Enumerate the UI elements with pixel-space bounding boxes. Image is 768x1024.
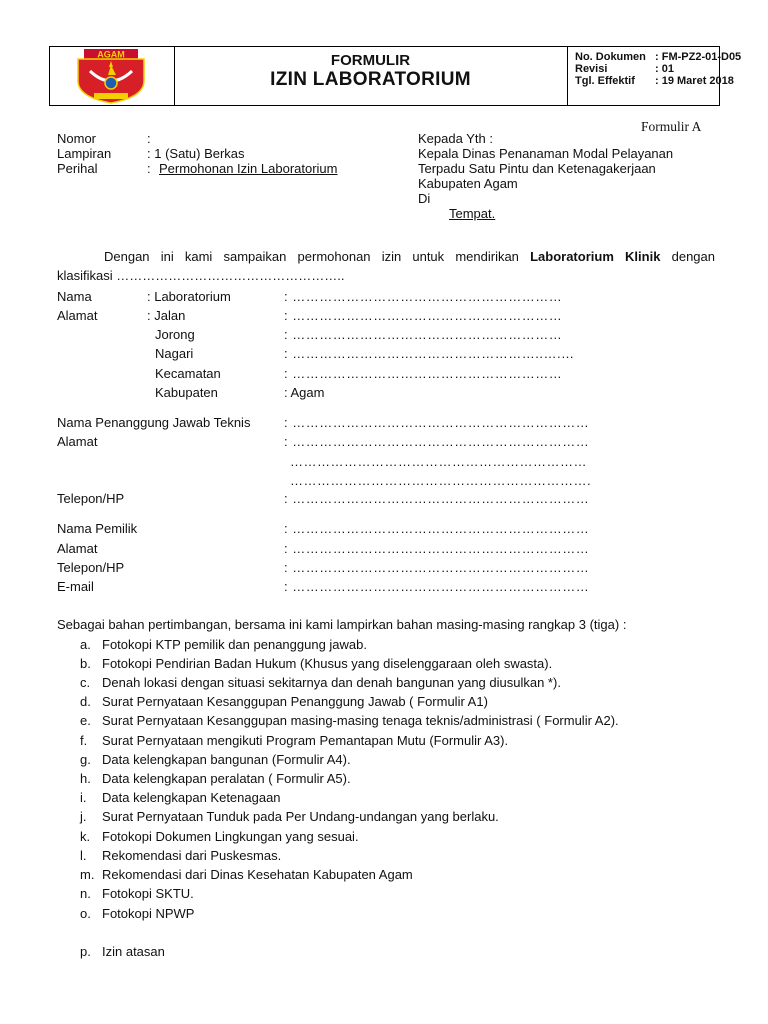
recipient-line-1: Kepada Yth : <box>418 131 493 146</box>
pj-nama-dots: : ………………………………………………………… <box>284 415 590 430</box>
list-item: Fotokopi SKTU. <box>102 886 194 901</box>
logo-text: AGAM <box>97 49 125 60</box>
doc-no-label: No. Dokumen <box>575 51 646 63</box>
doc-no-value: : FM-PZ2-01-D05 <box>655 51 742 63</box>
nama-value: : Laboratorium <box>147 289 231 304</box>
tgl-effektif-value: : 19 Maret 2018 <box>655 75 734 87</box>
meta-cell <box>567 47 742 105</box>
recipient-line-5: Di <box>418 191 431 206</box>
kecamatan-label: Kecamatan <box>155 366 221 381</box>
kecamatan-dots: : …………………………………………………… <box>284 366 563 381</box>
recipient-line-2: Kepala Dinas Penanaman Modal Pelayanan <box>418 146 674 161</box>
pj-alamat-dots: : ………………………………………………………… <box>284 434 590 449</box>
list-item: Rekomendasi dari Dinas Kesehatan Kabupaten Agam <box>102 867 413 882</box>
lampiran-value: : 1 (Satu) Berkas <box>147 146 245 161</box>
perihal-label: Perihal <box>57 161 98 176</box>
nagari-dots: : ………………………………………………..….… <box>284 346 575 361</box>
nama-label: Nama <box>57 289 92 304</box>
intro-bold: Laboratorium Klinik <box>530 249 661 264</box>
list-item-mark: d. <box>80 694 91 709</box>
recipient-line-4: Kabupaten Agam <box>418 176 518 191</box>
pj-alamat-label: Alamat <box>57 434 98 449</box>
alamat-value: : Jalan <box>147 308 186 323</box>
pemilik-email-dots: : ………………………………………………………… <box>284 579 590 594</box>
recipient-line-6: Tempat. <box>449 206 496 221</box>
list-item-mark: b. <box>80 656 91 671</box>
jorong-dots: : …………………………………………………… <box>284 327 563 342</box>
list-item-mark: a. <box>80 637 91 652</box>
list-item: Data kelengkapan peralatan ( Formulir A5). <box>102 771 351 786</box>
list-item-mark: m. <box>80 867 95 882</box>
perihal-colon: : <box>147 161 151 176</box>
pj-telp-label: Telepon/HP <box>57 491 125 506</box>
list-item-mark: h. <box>80 771 91 786</box>
tgl-effektif-label: Tgl. Effektif <box>575 75 635 87</box>
kabupaten-label: Kabupaten <box>155 385 218 400</box>
pemilik-telp-dots: : ………………………………………………………… <box>284 560 590 575</box>
pemilik-alamat-label: Alamat <box>57 541 98 556</box>
pj-alamat-dots-2: ………………………………………………………… <box>290 454 587 469</box>
pj-alamat-dots-3: …………………………………………………………. <box>290 473 592 488</box>
form-subtitle: IZIN LABORATORIUM <box>270 69 471 90</box>
document-header <box>49 46 742 106</box>
nagari-label: Nagari <box>155 346 194 361</box>
list-item: Rekomendasi dari Puskesmas. <box>102 848 282 863</box>
list-item: Data kelengkapan Ketenagaan <box>102 790 281 805</box>
title-cell <box>174 47 568 105</box>
revisi-label: Revisi <box>575 63 608 75</box>
intro-line-2: klasifikasi …………………………………………….. <box>57 268 345 283</box>
pemilik-nama-label: Nama Pemilik <box>57 521 138 536</box>
logo-cell <box>50 47 175 105</box>
list-item: Fotokopi NPWP <box>102 906 195 921</box>
list-item: Fotokopi KTP pemilik dan penanggung jawab. <box>102 637 367 652</box>
list-item: Fotokopi Pendirian Badan Hukum (Khusus yang diselenggaraan oleh swasta). <box>102 656 553 671</box>
pj-nama-label: Nama Penanggung Jawab Teknis <box>57 415 251 430</box>
agam-logo-icon <box>50 47 174 105</box>
nomor-label: Nomor <box>57 131 97 146</box>
formulir-label: Formulir A <box>641 119 702 134</box>
list-item: Fotokopi Dokumen Lingkungan yang sesuai. <box>102 829 359 844</box>
lampiran-intro: Sebagai bahan pertimbangan, bersama ini kami lampirkan bahan masing-masing rangkap 3 (tiga) : <box>57 617 627 632</box>
revisi-value: : 01 <box>655 63 674 75</box>
form-title: FORMULIR <box>330 52 411 69</box>
list-item: Data kelengkapan bangunan (Formulir A4). <box>102 752 351 767</box>
list-item: Surat Pernyataan Tunduk pada Per Undang-undangan yang berlaku. <box>102 809 499 824</box>
list-item: Surat Pernyataan mengikuti Program Pemantapan Mutu (Formulir A3). <box>102 733 509 748</box>
nama-dots: : …………………………………………………… <box>284 289 563 304</box>
jorong-label: Jorong <box>155 327 195 342</box>
list-item-mark: n. <box>80 886 91 901</box>
alamat-label: Alamat <box>57 308 98 323</box>
intro-text: Dengan ini kami sampaikan permohonan izin untuk mendirikan <box>104 249 531 264</box>
list-item: Denah lokasi dengan situasi sekitarnya dan denah bangunan yang diusulkan *). <box>102 675 561 690</box>
list-item-mark: e. <box>80 713 91 728</box>
list-item-mark: g. <box>80 752 91 767</box>
pemilik-nama-dots: : ………………………………………………………… <box>284 521 590 536</box>
pj-telp-dots: : ………………………………………………………… <box>284 491 590 506</box>
list-item-mark: o. <box>80 906 91 921</box>
list-item-mark: p. <box>80 944 91 959</box>
pemilik-email-label: E-mail <box>57 579 94 594</box>
intro-post: dengan <box>660 249 715 264</box>
pemilik-alamat-dots: : ………………………………………………………… <box>284 541 590 556</box>
list-item-mark: i. <box>80 790 87 805</box>
list-item-mark: k. <box>80 829 91 844</box>
list-item-mark: f. <box>80 733 88 748</box>
kabupaten-value: : Agam <box>284 385 325 400</box>
pemilik-telp-label: Telepon/HP <box>57 560 125 575</box>
list-item: Surat Pernyataan Kesanggupan Penanggung Jawab ( Formulir A1) <box>102 694 488 709</box>
nomor-colon: : <box>147 131 151 146</box>
list-item-mark: l. <box>80 848 87 863</box>
list-item: Surat Pernyataan Kesanggupan masing-masing tenaga teknis/administrasi ( Formulir A2). <box>102 713 619 728</box>
perihal-value: Permohonan Izin Laboratorium <box>159 161 338 176</box>
recipient-line-3: Terpadu Satu Pintu dan Ketenagakerjaan <box>418 161 656 176</box>
list-item: Izin atasan <box>102 944 165 959</box>
list-item-mark: j. <box>80 809 87 824</box>
lampiran-label: Lampiran <box>57 146 112 161</box>
intro-line-1 <box>104 249 715 265</box>
jalan-dots: : …………………………………………………… <box>284 308 563 323</box>
list-item-mark: c. <box>80 675 91 690</box>
